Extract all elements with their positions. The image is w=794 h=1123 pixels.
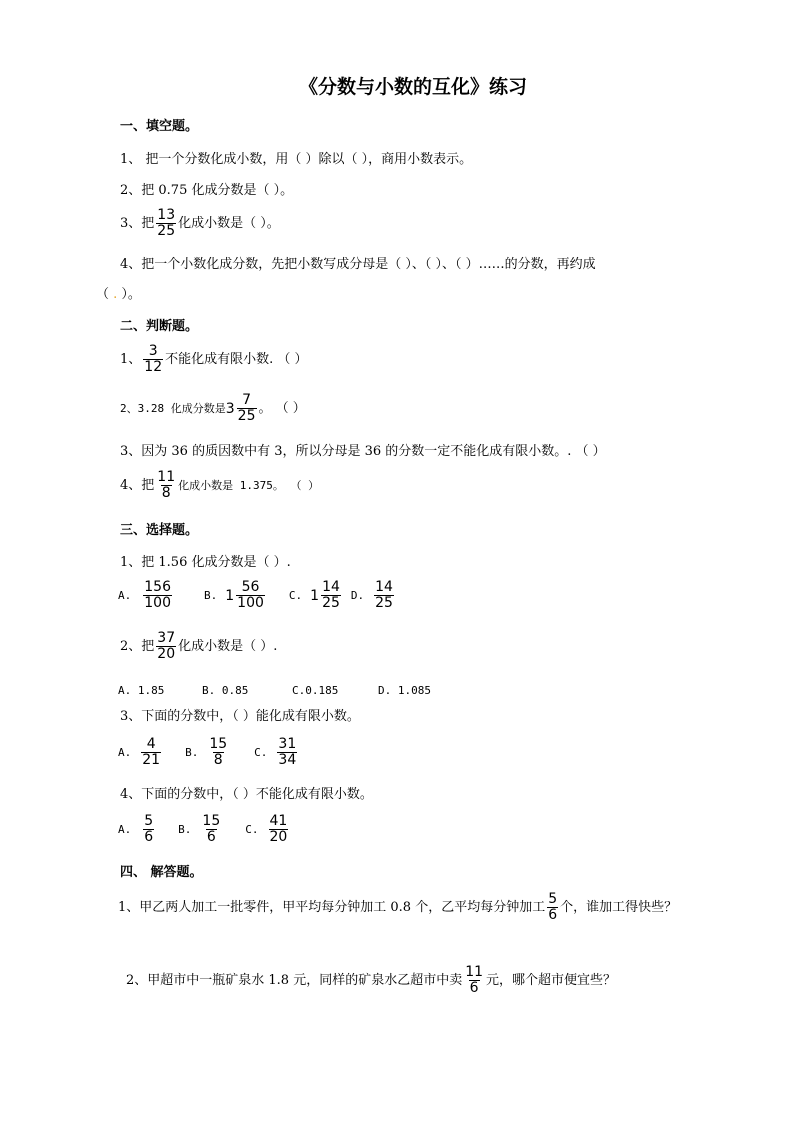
mixed-whole: 1	[225, 587, 235, 604]
fraction-denominator: 25	[322, 595, 340, 611]
fraction-numerator: 15	[209, 736, 228, 752]
s4-q2-suffix: 元，哪个超市便宜些？	[486, 972, 617, 988]
option-b-fraction	[208, 737, 228, 768]
fraction-numerator: 13	[157, 207, 176, 223]
fraction-numerator: 5	[144, 813, 154, 829]
fraction-numerator: 41	[269, 813, 288, 829]
fraction-numerator: 31	[278, 736, 297, 752]
fraction-numerator: 11	[157, 469, 176, 485]
s3-q2-fraction	[156, 631, 176, 662]
mixed-whole: 1	[310, 587, 320, 604]
s2-q1-suffix: 不能化成有限小数. （ ）	[165, 351, 308, 367]
option-c-fraction	[321, 580, 341, 611]
option-c-fraction	[277, 737, 297, 768]
s1-q4b-open: （	[96, 287, 114, 302]
s3-q2-suffix: 化成小数是（ ）.	[178, 638, 278, 654]
option-label: A.	[118, 588, 132, 602]
s2-q1-fraction	[143, 344, 163, 375]
fraction-denominator: 34	[278, 752, 297, 768]
option-label: B.	[203, 588, 218, 602]
s3-q4-options	[118, 814, 290, 845]
option-label: B.	[185, 745, 199, 759]
fraction-denominator: 25	[157, 223, 176, 239]
s3-question-2	[120, 631, 277, 662]
fraction-denominator: 8	[161, 485, 171, 501]
fraction-denominator: 100	[237, 595, 264, 611]
s2-question-2	[120, 393, 306, 424]
option-a-fraction	[141, 737, 161, 768]
option-b-fraction	[236, 580, 265, 611]
s3-question-3: 3、下面的分数中，（ ）能化成有限小数。	[120, 709, 360, 724]
fraction-denominator: 25	[237, 408, 256, 424]
fraction-numerator: 56	[241, 579, 260, 595]
s1-q3-suffix: 化成小数是（ ）。	[178, 215, 280, 231]
s2-q1-prefix: 1、	[120, 351, 142, 367]
option-label: D.	[350, 588, 365, 602]
option-label: C.	[254, 745, 268, 759]
s4-question-2	[126, 965, 616, 996]
fraction-denominator: 21	[142, 752, 161, 768]
s1-q4b-dot: .	[113, 287, 118, 302]
section-4-heading: 四、 解答题。	[120, 865, 203, 880]
fraction-denominator: 20	[157, 646, 176, 662]
option-d-fraction	[374, 580, 394, 611]
page-title: 《分数与小数的互化》练习	[299, 76, 528, 98]
fraction-denominator: 6	[548, 907, 558, 923]
fraction-denominator: 12	[144, 359, 163, 375]
fraction-numerator: 7	[242, 392, 252, 408]
option-label: A.	[118, 745, 132, 759]
s4-q1-suffix: 个，谁加工得快些？	[560, 899, 678, 915]
section-1-heading: 一、填空题。	[120, 119, 199, 134]
s2-q2-prefix: 2、3.28 化成分数是	[120, 401, 226, 415]
s2-question-3: 3、因为 36 的质因数中有 3，所以分母是 36 的分数一定不能化成有限小数。. （ ）	[120, 444, 606, 459]
fraction-numerator: 3	[148, 343, 158, 359]
fraction-denominator: 8	[213, 752, 223, 768]
s3-question-1: 1、把 1.56 化成分数是（ ）.	[120, 555, 291, 570]
section-2-heading: 二、判断题。	[120, 319, 199, 334]
s1-question-1: 1、 把一个分数化成小数，用（ ）除以（ ），商用小数表示。	[120, 152, 473, 167]
fraction-numerator: 156	[144, 579, 171, 595]
s2-q4-prefix: 4、把	[120, 477, 155, 493]
s1-q3-fraction	[156, 208, 176, 239]
s2-q4-suffix: 化成小数是 1.375。 （ ）	[178, 478, 320, 492]
option-b-fraction	[201, 814, 221, 845]
fraction-numerator: 14	[375, 579, 393, 595]
fraction-denominator: 20	[269, 829, 288, 845]
s3-q1-options	[118, 580, 396, 611]
option-label: A.	[118, 822, 132, 836]
fraction-numerator: 14	[322, 579, 340, 595]
fraction-numerator: 5	[548, 891, 558, 907]
mixed-whole: 3	[225, 400, 235, 417]
fraction-denominator: 100	[144, 595, 171, 611]
s1-q4b-close: ）。	[117, 287, 141, 302]
fraction-denominator: 6	[206, 829, 216, 845]
s3-q2-option-c: C.0.185	[292, 684, 339, 697]
s4-q2-fraction	[464, 965, 484, 996]
s3-q3-options	[118, 737, 299, 768]
option-label: C.	[245, 822, 259, 836]
s1-question-4a: 4、把一个小数化成分数，先把小数写成分母是（ ）、（ ）、（ ）……的分数，再约成	[120, 257, 596, 272]
option-a-fraction	[143, 580, 172, 611]
s4-question-1	[118, 892, 677, 923]
s4-q1-fraction	[547, 892, 558, 923]
s1-question-2: 2、把 0.75 化成分数是（ ）。	[120, 183, 294, 198]
s3-q2-prefix: 2、把	[120, 638, 155, 654]
s1-question-3	[120, 208, 280, 239]
s2-question-4	[120, 470, 319, 501]
fraction-denominator: 6	[469, 980, 479, 996]
option-c-fraction	[269, 814, 289, 845]
option-a-fraction	[143, 814, 154, 845]
fraction-denominator: 6	[144, 829, 154, 845]
s1-question-4b	[96, 286, 141, 304]
s4-q2-prefix: 2、甲超市中一瓶矿泉水 1.8 元，同样的矿泉水乙超市中卖	[126, 972, 463, 988]
s1-q3-prefix: 3、把	[120, 215, 155, 231]
fraction-numerator: 15	[202, 813, 221, 829]
s2-q2-suffix: 。 （ ）	[258, 400, 306, 416]
s3-question-4: 4、下面的分数中，（ ）不能化成有限小数。	[120, 787, 373, 802]
s4-q1-prefix: 1、甲乙两人加工一批零件，甲平均每分钟加工 0.8 个，乙平均每分钟加工	[118, 899, 546, 915]
fraction-denominator: 25	[375, 595, 393, 611]
fraction-numerator: 37	[157, 630, 176, 646]
s3-q2-option-a: A. 1.85	[118, 684, 165, 697]
s2-question-1	[120, 344, 308, 375]
s2-q2-fraction	[237, 393, 257, 424]
s3-q2-option-b: B. 0.85	[202, 684, 249, 697]
option-label: B.	[178, 822, 192, 836]
option-label: C.	[288, 588, 303, 602]
fraction-numerator: 11	[465, 964, 484, 980]
fraction-numerator: 4	[146, 736, 156, 752]
s2-q4-fraction	[156, 470, 176, 501]
section-3-heading: 三、选择题。	[120, 523, 199, 538]
s3-q2-option-d: D. 1.085	[378, 684, 431, 697]
